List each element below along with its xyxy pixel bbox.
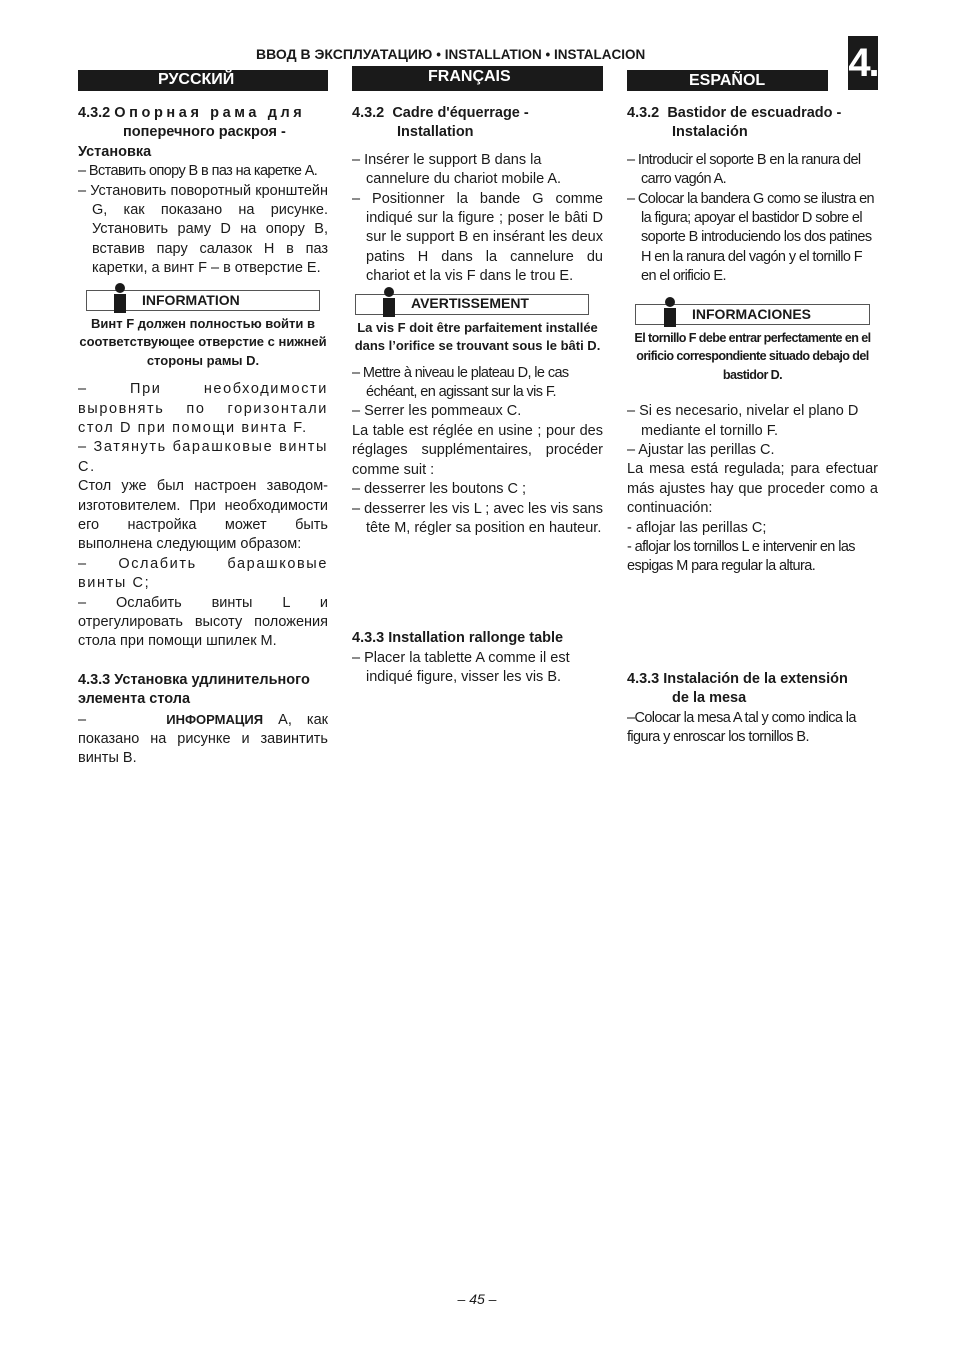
- header-title-ru: ВВОД В ЭКСПЛУАТАЦИЮ: [256, 46, 433, 62]
- info-text: Винт F должен полностью войти в соответствующее отверстие с нижней стороны рамы D.: [79, 315, 327, 368]
- info-icon: [662, 297, 678, 327]
- section-number: 4.3.2: [627, 105, 660, 121]
- list-item: – Placer la tablette A comme il est indiqué figure, visser les vis B.: [352, 649, 570, 686]
- dash: –: [78, 711, 87, 728]
- section-heading: [352, 104, 603, 123]
- list-item: – Ajustar las perillas C.: [627, 441, 775, 458]
- list-item: – Colocar la bandera G como se ilustra en la figura; apoyar el bastidor D sobre el soporte B introduciendo los dos patines H en la ranura del vagón y el tornillo F en el orificio E.: [627, 190, 875, 285]
- section-heading: [627, 104, 878, 123]
- paragraph: - aflojar las perillas C;: [627, 519, 767, 536]
- header-title-fr: INSTALLATION: [444, 47, 542, 62]
- paragraph: - aflojar los tornillos L e intervenir en las espigas M para regular la altura.: [627, 539, 855, 575]
- paragraph: – Ослабить винты L и отрегулировать высоту положения стола при помощи шпилек M.: [78, 594, 328, 650]
- lang-label-fr: FRANÇAIS: [428, 68, 511, 85]
- paragraph: – Затянуть барашковые винты C.: [78, 439, 328, 475]
- lang-label-ru: РУССКИЙ: [158, 71, 235, 88]
- section-title: Bastidor de escuadrado -: [667, 105, 842, 121]
- section-title-line: Установка: [78, 143, 152, 160]
- section-heading: 4.3.3 Installation rallonge table: [352, 630, 564, 647]
- lang-bar-fr: [352, 66, 603, 91]
- info-title: AVERTISSEMENT: [411, 294, 529, 311]
- column-fr: [352, 104, 603, 688]
- paragraph: – Ослабить барашковые винты C;: [78, 555, 328, 592]
- section-heading: 4.3.3 Instalación de la extensión: [627, 670, 848, 687]
- info-title: INFORMACIONES: [692, 305, 811, 322]
- info-title: INFORMATION: [142, 291, 240, 308]
- section-number: 4.3.2: [352, 105, 385, 121]
- column-es: [627, 104, 878, 747]
- lang-bar-es: [627, 70, 828, 91]
- header-separator: •: [436, 47, 441, 62]
- list-item: – desserrer les boutons C ;: [352, 481, 527, 498]
- info-box: [352, 291, 603, 313]
- section-title-line: Installation: [397, 124, 474, 141]
- info-box: [78, 287, 328, 309]
- list-item: – Positionner la bande G comme indiqué sur la figure ; poser le bâti D sur le support B en insérant les deux patins H dans la cannelure du chariot et la vis F dans le trou E.: [352, 190, 603, 285]
- overlay-label: ИНФОРМАЦИЯ: [166, 711, 264, 727]
- list-item: – Si es necesario, nivelar el plano D mediante el tornillo F.: [627, 403, 859, 439]
- section-heading: 4.3.3 Установка удлинительного элемента стола: [78, 671, 310, 708]
- info-icon: [381, 287, 397, 317]
- list-item: – Introducir el soporte B en la ranura del carro vagón A.: [627, 151, 861, 188]
- list-item: – Установить поворотный кронштейн G, как показано на рисунке. Установить раму D на опору B, вставив пару салазок H в паз каретки, а винт F – в отверстие E.: [78, 182, 328, 277]
- paragraph: Стол уже был настроен заводом-изготовителем. При необходимости его настройка может быть выполнена следующим образом:: [78, 478, 328, 553]
- lang-label-es: ESPAÑOL: [689, 72, 766, 89]
- info-icon: [112, 283, 128, 313]
- section-title-line: Instalación: [672, 124, 748, 141]
- chapter-tab: 4.: [848, 36, 878, 90]
- paragraph: [78, 710, 328, 769]
- list-item: – Serrer les pommeaux C.: [352, 403, 522, 420]
- info-text: El tornillo F debe entrar perfectamente en el orificio correspondiente situado debajo del bastidor D.: [634, 330, 871, 382]
- list-item: – Mettre à niveau le plateau D, le cas échéant, en agissant sur la vis F.: [352, 364, 569, 401]
- section-title: Cadre d'équerrage -: [392, 105, 529, 121]
- header-title-es: INSTALACION: [554, 47, 646, 62]
- paragraph: – При необходимости выровнять по горизонтали стол D при помощи винта F.: [78, 381, 328, 436]
- list-item: – desserrer les vis L ; avec les vis sans tête M, régler sa position en hauteur.: [352, 500, 603, 536]
- section-title: Опорная рама для: [114, 105, 306, 121]
- section-number: 4.3.2: [78, 105, 111, 121]
- section-heading: [78, 104, 328, 123]
- section-title-line: поперечного раскроя -: [123, 124, 286, 141]
- list-item: – Insérer le support B dans la cannelure du chariot mobile A.: [352, 151, 562, 188]
- info-box: [627, 301, 878, 323]
- column-ru: [78, 104, 328, 769]
- paragraph: –Colocar la mesa A tal y como indica la figura y enroscar los tornillos B.: [627, 709, 856, 746]
- header-separator: •: [545, 47, 551, 62]
- lang-bar-ru: [78, 70, 328, 91]
- section-title-line: de la mesa: [672, 690, 747, 707]
- paragraph-text: A, как показано на рисунке и завинтить винты B.: [78, 711, 328, 767]
- list-item: – Вставить опору B в паз на каретке A.: [78, 163, 318, 180]
- info-text: La vis F doit être parfaitement installée dans l’orifice se trouvant sous le bâti D.: [354, 319, 601, 354]
- paragraph: La mesa está regulada; para efectuar más ajustes hay que proceder como a continuación:: [627, 461, 878, 517]
- paragraph: La table est réglée en usine ; pour des réglages supplémentaires, procéder comme suit :: [352, 422, 603, 478]
- page-number: – 45 –: [457, 1291, 497, 1307]
